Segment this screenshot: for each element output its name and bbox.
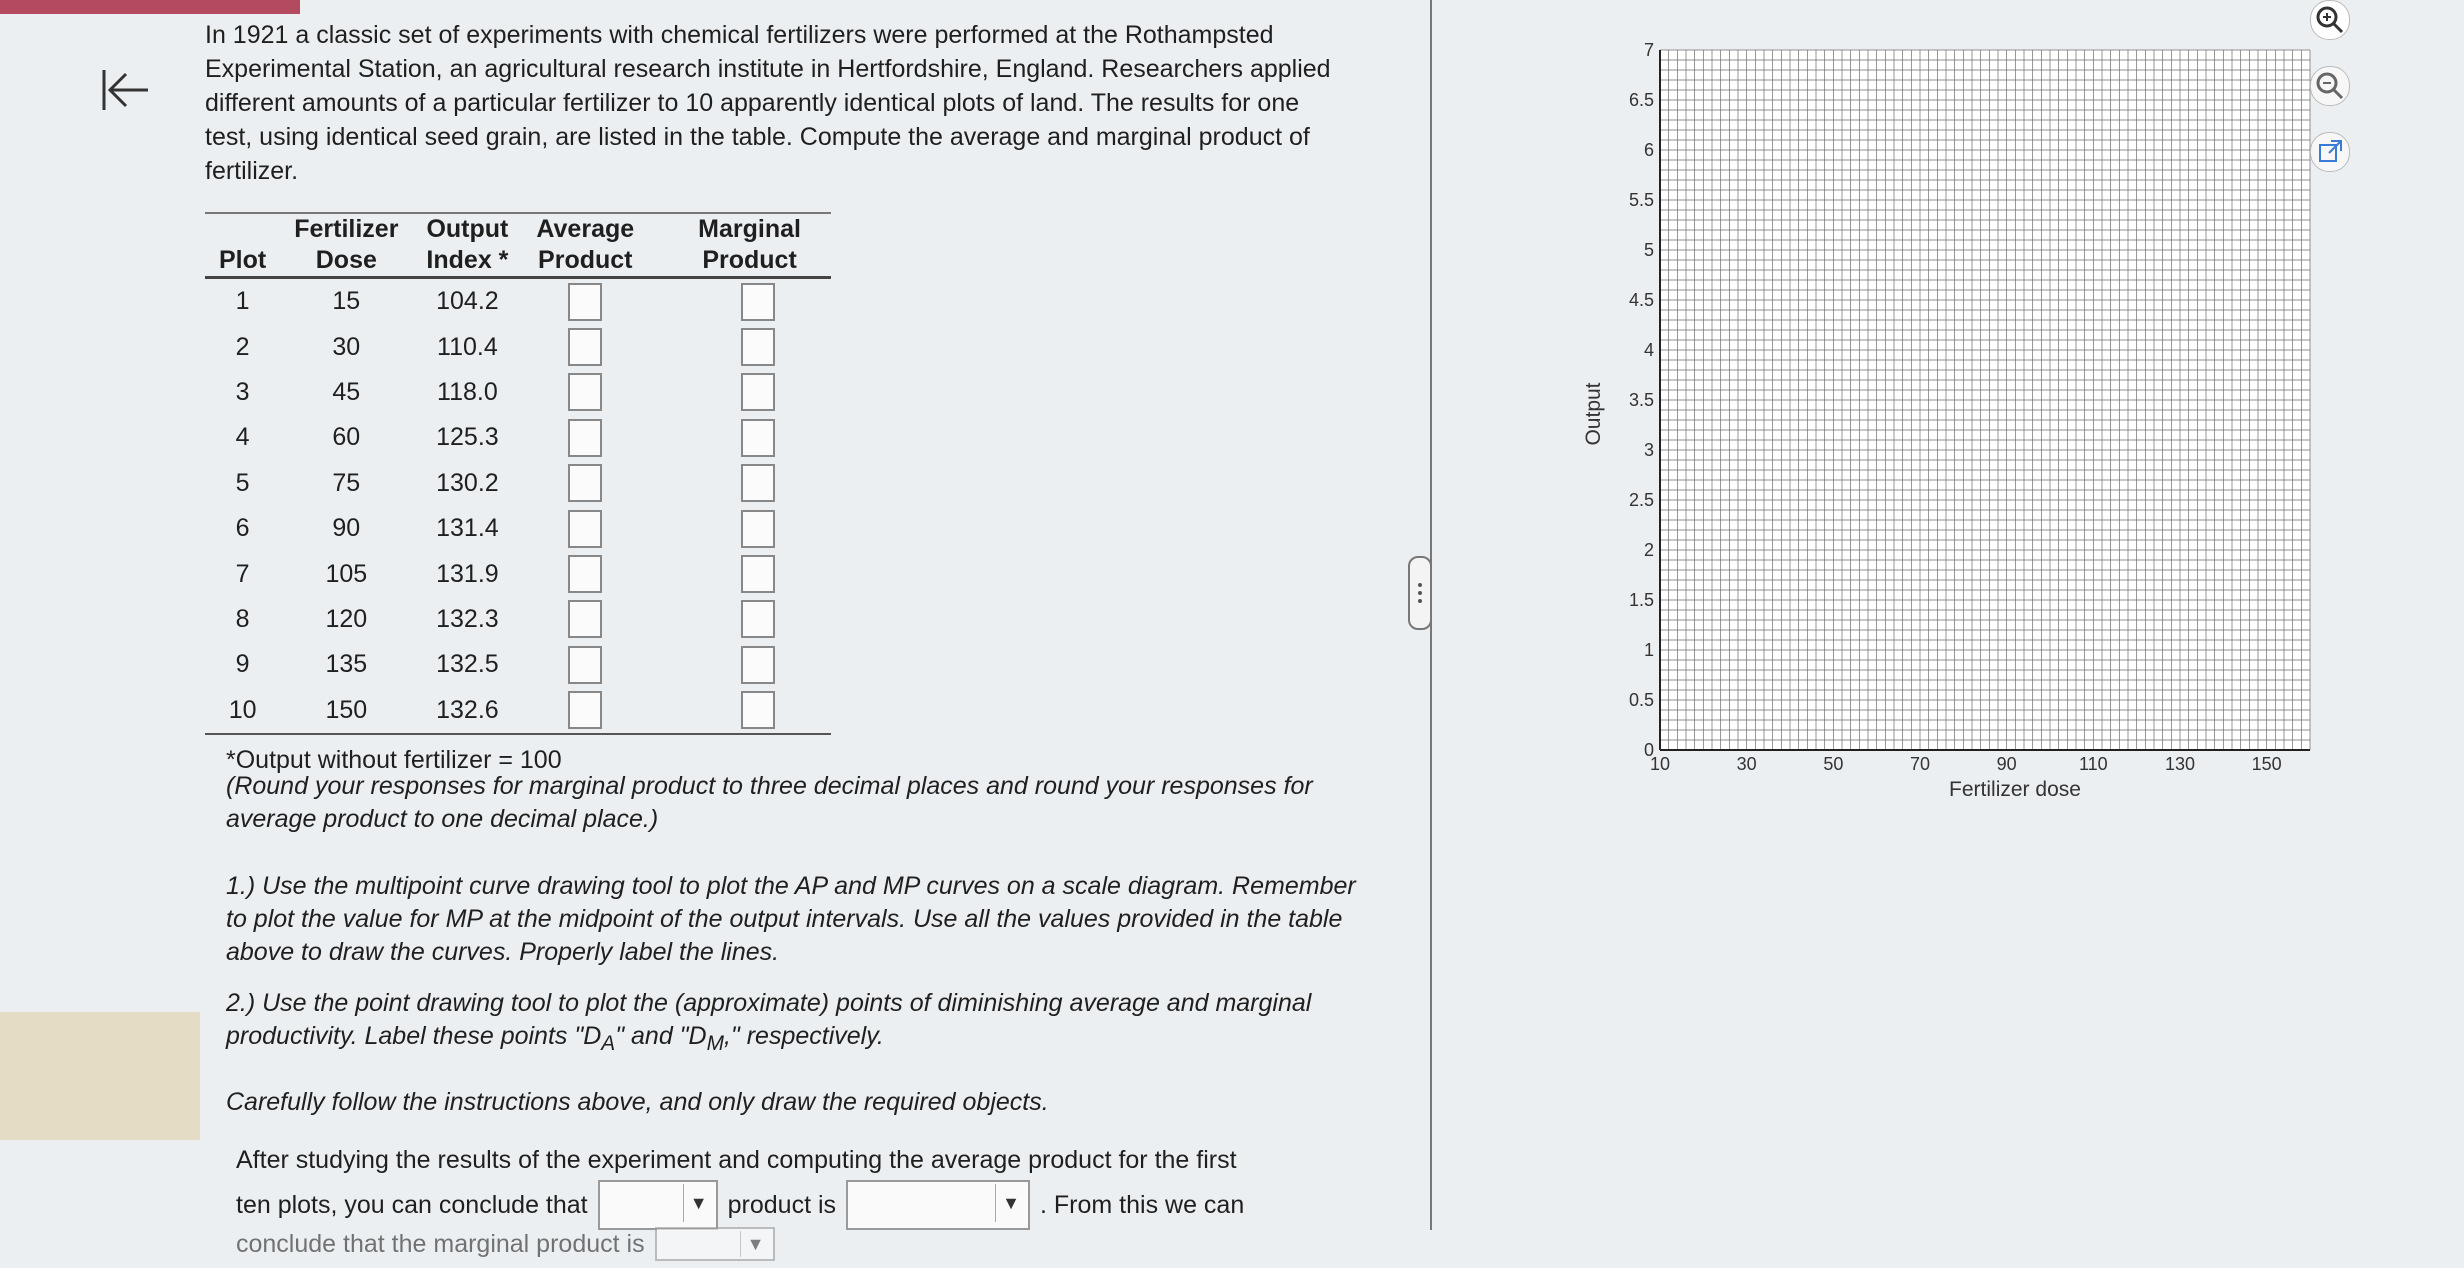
- marginal-product-input[interactable]: [741, 373, 775, 411]
- average-product-trend-select[interactable]: [598, 1180, 718, 1230]
- col-output: Output Index *: [412, 213, 522, 278]
- step-2: 2.) Use the point drawing tool to plot the (approximate) points of diminishing average and marginal productivity. Label these points "$D_A$" and "$D_M$," respectively.: [226, 989, 1312, 1055]
- marginal-product-input[interactable]: [741, 600, 775, 638]
- marginal-product-input[interactable]: [741, 555, 775, 593]
- y-tick-label: 3.5: [1628, 390, 1654, 410]
- average-product-cell: [522, 506, 648, 551]
- average-product-cell: [522, 688, 648, 734]
- marginal-product-cell: [648, 278, 831, 325]
- col-marginal-product: Marginal Product: [648, 213, 831, 278]
- table-row: [205, 324, 831, 369]
- average-product-cell: [522, 370, 648, 415]
- plot-cell: 3: [235, 377, 250, 406]
- dose-cell: 105: [325, 559, 368, 588]
- table-row: [205, 506, 831, 551]
- plot-cell: 7: [235, 559, 250, 588]
- plot-cell: 4: [235, 423, 250, 452]
- dose-cell: 30: [332, 332, 361, 361]
- y-tick-label: 5: [1643, 240, 1654, 260]
- dose-cell: 75: [332, 468, 361, 497]
- x-tick-label: 10: [1649, 754, 1671, 774]
- plot-cell: 9: [235, 650, 250, 679]
- x-tick-label: 150: [2251, 754, 2282, 774]
- x-axis-label: Fertilizer dose: [1949, 778, 2081, 801]
- dropdown-arrow-icon: ▼: [740, 1231, 771, 1257]
- graph-canvas[interactable]: [1560, 30, 2340, 820]
- sidebar-highlight: [0, 1012, 200, 1140]
- marginal-product-cell: [648, 688, 831, 734]
- marginal-product-input[interactable]: [741, 283, 775, 321]
- average-product-cell: [522, 642, 648, 687]
- panel-splitter-handle[interactable]: [1408, 556, 1432, 630]
- step-1: 1.) Use the multipoint curve drawing tool to plot the AP and MP curves on a scale diagram. Remember to plot the value for MP at the midpoint of the output intervals. Use all the values provided in the table above to draw the curves. Properly label the lines.: [226, 872, 1356, 966]
- average-product-input[interactable]: [568, 464, 602, 502]
- top-accent-bar: [0, 0, 300, 14]
- marginal-product-cell: [648, 415, 831, 460]
- product-trend-select[interactable]: [846, 1180, 1030, 1230]
- marginal-product-cell: [648, 551, 831, 596]
- marginal-product-input[interactable]: [741, 464, 775, 502]
- dose-cell: 90: [332, 514, 361, 543]
- conclusion-line-1: After studying the results of the experiment and computing the average product for the first: [236, 1146, 1237, 1174]
- careful-note: Carefully follow the instructions above, and only draw the required objects.: [226, 1088, 1049, 1116]
- average-product-cell: [522, 324, 648, 369]
- y-tick-label: 4: [1643, 340, 1654, 360]
- y-tick-label: 7: [1643, 40, 1654, 60]
- dose-cell: 150: [280, 688, 412, 734]
- y-tick-label: 2.5: [1628, 490, 1654, 510]
- y-tick-label: 5.5: [1628, 190, 1654, 210]
- x-tick-label: 50: [1823, 754, 1844, 774]
- average-product-cell: [522, 551, 648, 596]
- table-row: [205, 415, 831, 460]
- x-tick-label: 30: [1736, 754, 1757, 774]
- output-cell: 130.2: [436, 468, 499, 497]
- marginal-product-cell: [648, 506, 831, 551]
- y-tick-label: 2: [1643, 540, 1654, 560]
- question-panel: [205, 18, 1445, 188]
- y-tick-label: 0: [1643, 740, 1654, 760]
- x-tick-label: 110: [2078, 754, 2108, 774]
- average-product-input[interactable]: [568, 555, 602, 593]
- output-cell: 132.3: [436, 604, 499, 633]
- y-tick-label: 6.5: [1628, 90, 1654, 110]
- marginal-product-cell: [648, 370, 831, 415]
- average-product-input[interactable]: [568, 646, 602, 684]
- x-tick-label: 130: [2164, 754, 2196, 774]
- table-row: [205, 278, 831, 325]
- average-product-cell: [522, 597, 648, 642]
- x-tick-label: 90: [1996, 754, 2017, 774]
- average-product-cell: [522, 415, 648, 460]
- marginal-product-cell: [648, 597, 831, 642]
- question-intro: In 1921 a classic set of experiments with chemical fertilizers were performed at the Rothampsted Experimental Station, an agricultural research institute in Hertfordshire, England. Researchers applied different amounts of a particular fertilizer to 10 apparently identical plots of land. The results for one test, using identical seed grain, are listed in the table. Compute the average and marginal product of fertilizer.: [205, 21, 1331, 185]
- output-cell: 125.3: [436, 423, 499, 452]
- dose-cell: 45: [332, 377, 361, 406]
- average-product-cell: [522, 461, 648, 506]
- footnote: *Output without fertilizer = 100: [226, 746, 562, 774]
- dropdown-arrow-icon: ▼: [683, 1184, 714, 1222]
- average-product-input[interactable]: [568, 691, 602, 729]
- output-cell: 110.4: [437, 332, 498, 361]
- popout-button[interactable]: [2310, 132, 2350, 172]
- marginal-product-input[interactable]: [741, 419, 775, 457]
- marginal-product-input[interactable]: [741, 646, 775, 684]
- col-plot: Plot: [205, 213, 280, 278]
- zoom-out-button[interactable]: [2310, 66, 2350, 106]
- y-tick-label: 4.5: [1628, 290, 1654, 310]
- external-link-icon: [2311, 133, 2349, 171]
- output-cell: 132.5: [436, 650, 499, 679]
- conclusion-line-2: ten plots, you can conclude that ▼ product is ▼ . From this we can: [236, 1180, 1376, 1230]
- marginal-product-cell: [648, 642, 831, 687]
- marginal-product-input[interactable]: [741, 691, 775, 729]
- conclusion: [236, 1140, 1376, 1264]
- fertilizer-table: [205, 212, 831, 735]
- average-product-input[interactable]: [568, 328, 602, 366]
- marginal-product-input[interactable]: [741, 510, 775, 548]
- y-tick-label: 3: [1643, 440, 1654, 460]
- col-dose: Fertilizer Dose: [280, 213, 412, 278]
- average-product-cell: [522, 278, 648, 325]
- marginal-product-cell: [648, 461, 831, 506]
- y-tick-label: 1.5: [1628, 590, 1654, 610]
- y-axis-label: Output: [1582, 382, 1605, 446]
- table-row: [205, 688, 831, 734]
- col-average-product: Average Product: [522, 213, 648, 278]
- marginal-product-input[interactable]: [741, 328, 775, 366]
- table-row: [205, 551, 831, 596]
- zoom-in-icon: [2311, 1, 2349, 39]
- plot-cell: 6: [235, 514, 250, 543]
- dose-cell: 120: [325, 604, 368, 633]
- output-cell: 131.4: [436, 514, 499, 543]
- plot-cell: 5: [235, 468, 250, 497]
- output-cell: 131.9: [436, 559, 499, 588]
- table-row: [205, 461, 831, 506]
- plot-cell: 2: [235, 332, 250, 361]
- output-cell: 118.0: [437, 377, 498, 406]
- table-row: [205, 597, 831, 642]
- plot-cell: 8: [235, 604, 250, 633]
- collapse-left-icon[interactable]: [96, 60, 156, 120]
- rounding-note: (Round your responses for marginal product to three decimal places and round your responses for average product to one decimal place.): [226, 772, 1313, 833]
- marginal-product-trend-select[interactable]: [655, 1227, 775, 1261]
- instructions: [226, 758, 1366, 1137]
- average-product-input[interactable]: [568, 600, 602, 638]
- table-row: [205, 370, 831, 415]
- conclusion-line-3: conclude that the marginal product is ▼: [236, 1224, 1376, 1264]
- dose-cell: 60: [332, 423, 361, 452]
- average-product-input[interactable]: [568, 510, 602, 548]
- zoom-in-button[interactable]: [2310, 0, 2350, 40]
- dose-cell: 15: [332, 287, 361, 316]
- plot-cell: 1: [235, 287, 250, 316]
- y-tick-label: 1: [1643, 640, 1654, 660]
- dose-cell: 135: [325, 650, 368, 679]
- average-product-input[interactable]: [568, 373, 602, 411]
- plot-cell: 10: [205, 688, 280, 734]
- x-tick-label: 70: [1909, 754, 1931, 774]
- average-product-input[interactable]: [568, 419, 602, 457]
- zoom-out-icon: [2311, 67, 2349, 105]
- output-cell: 104.2: [436, 287, 499, 316]
- table-row: [205, 642, 831, 687]
- marginal-product-cell: [648, 324, 831, 369]
- average-product-input[interactable]: [568, 283, 602, 321]
- y-tick-label: 0.5: [1628, 690, 1654, 710]
- dropdown-arrow-icon: ▼: [995, 1184, 1026, 1222]
- y-tick-label: 6: [1643, 140, 1654, 160]
- output-cell: 132.6: [412, 688, 522, 734]
